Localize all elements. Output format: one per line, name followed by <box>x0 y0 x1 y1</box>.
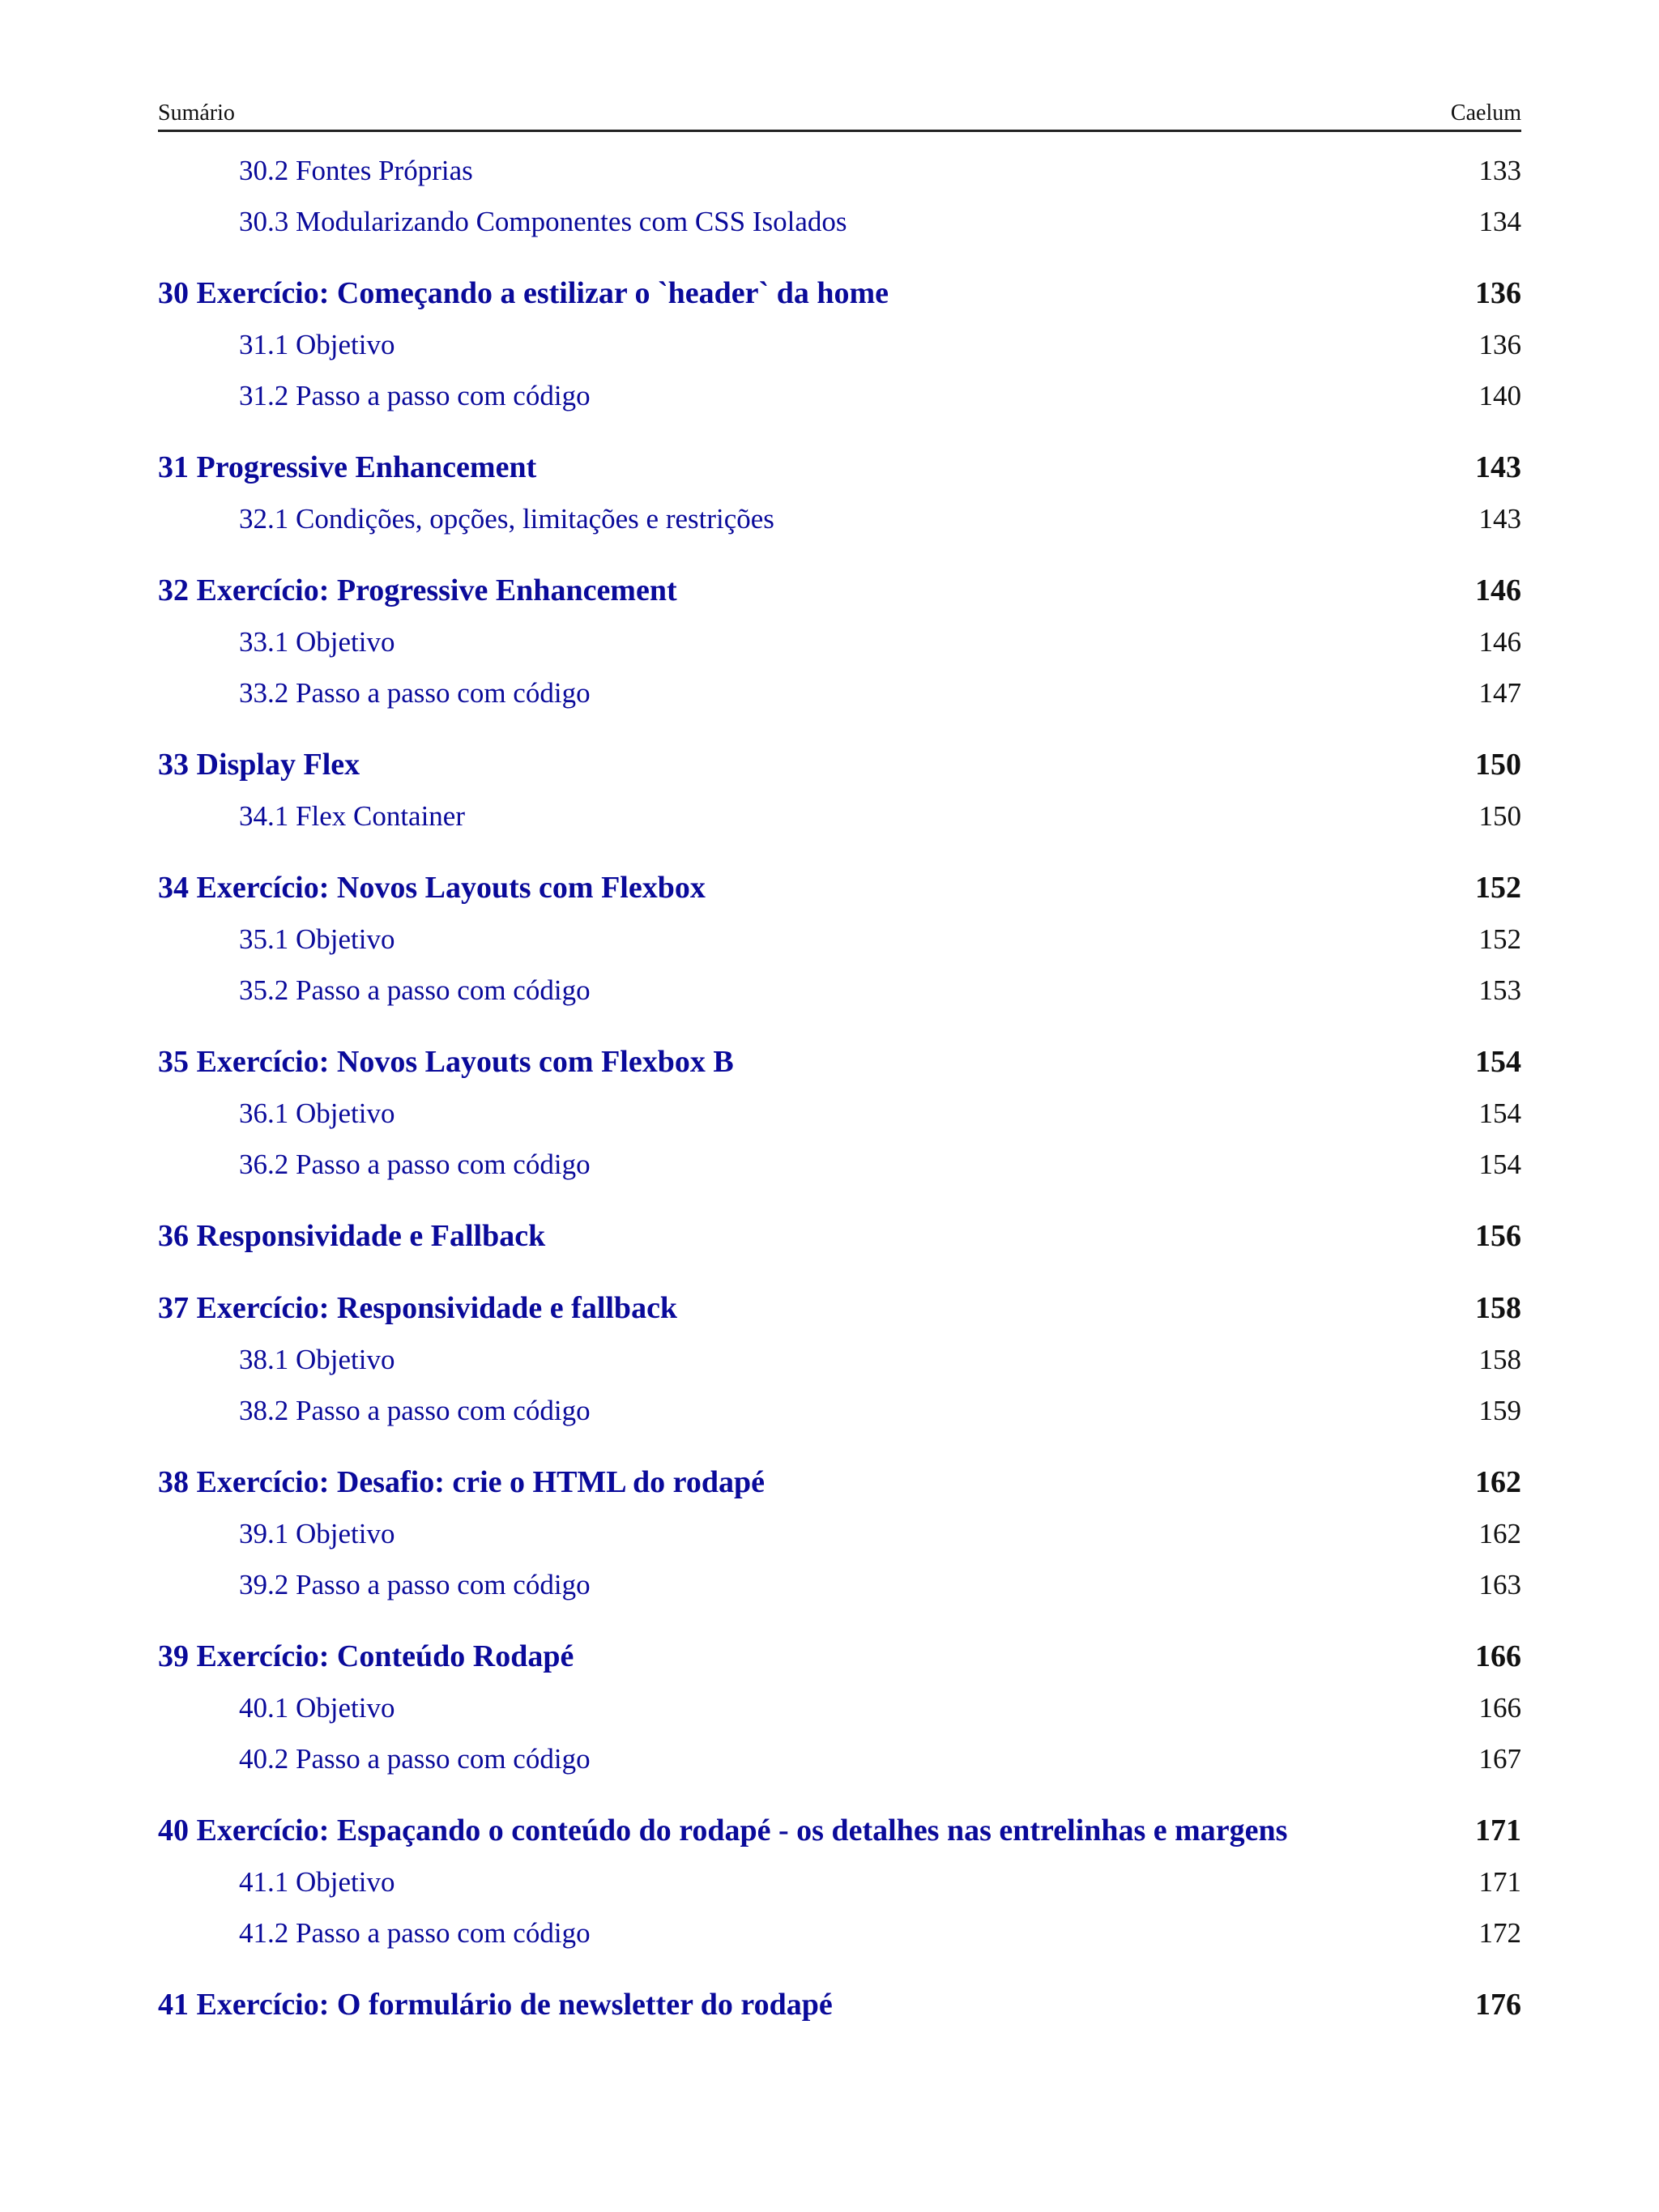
toc-entry-title: 39.1 Objetivo <box>239 1518 395 1549</box>
toc-entry-title: 36 Responsividade e Fallback <box>158 1219 546 1253</box>
toc-section-entry[interactable] <box>158 1508 1521 1559</box>
toc-entry-title: 40.1 Objetivo <box>239 1692 395 1724</box>
toc-entry-page-number: 143 <box>1475 450 1521 484</box>
toc-entry-page-number: 166 <box>1478 1692 1521 1724</box>
toc-entry-title: 35.1 Objetivo <box>239 923 395 955</box>
toc-section-entry[interactable] <box>158 145 1521 196</box>
toc-entry-page-number: 166 <box>1475 1639 1521 1673</box>
toc-entry-page-number: 153 <box>1478 974 1521 1006</box>
toc-entry-title: 39 Exercício: Conteúdo Rodapé <box>158 1639 574 1673</box>
toc-entry-page-number: 134 <box>1478 206 1521 237</box>
header-section-label: Sumário <box>158 100 235 126</box>
toc-entry-title: 34 Exercício: Novos Layouts com Flexbox <box>158 871 706 905</box>
toc-section-entry[interactable] <box>158 493 1521 544</box>
toc-entry-page-number: 150 <box>1478 800 1521 832</box>
toc-chapter-entry[interactable] <box>158 863 1521 914</box>
toc-entry-title: 33.1 Objetivo <box>239 626 395 658</box>
toc-entry-page-number: 172 <box>1478 1917 1521 1949</box>
toc-entry-title: 38.2 Passo a passo com código <box>239 1395 591 1426</box>
toc-entry-title: 31.2 Passo a passo com código <box>239 380 591 411</box>
toc-entry-page-number: 152 <box>1475 871 1521 905</box>
toc-entry-page-number: 146 <box>1475 573 1521 607</box>
toc-section-entry[interactable] <box>158 1682 1521 1733</box>
toc-entry-title: 41.2 Passo a passo com código <box>239 1917 591 1949</box>
toc-section-entry[interactable] <box>158 1733 1521 1784</box>
document-page <box>158 96 1521 2031</box>
toc-entry-page-number: 162 <box>1478 1518 1521 1549</box>
running-header <box>158 96 1521 132</box>
toc-chapter-entry[interactable] <box>158 1457 1521 1508</box>
toc-entry-page-number: 158 <box>1478 1344 1521 1375</box>
toc-entry-page-number: 154 <box>1478 1097 1521 1129</box>
toc-section-entry[interactable] <box>158 319 1521 370</box>
toc-entry-page-number: 176 <box>1475 1988 1521 2022</box>
toc-section-entry[interactable] <box>158 1139 1521 1190</box>
toc-entry-title: 41.1 Objetivo <box>239 1866 395 1898</box>
toc-entry-title: 32 Exercício: Progressive Enhancement <box>158 573 677 607</box>
toc-entry-title: 35.2 Passo a passo com código <box>239 974 591 1006</box>
toc-entry-page-number: 156 <box>1475 1219 1521 1253</box>
toc-section-entry[interactable] <box>158 370 1521 421</box>
toc-chapter-entry[interactable] <box>158 1980 1521 2031</box>
toc-section-entry[interactable] <box>158 1334 1521 1385</box>
toc-entry-page-number: 159 <box>1478 1395 1521 1426</box>
toc-chapter-entry[interactable] <box>158 739 1521 791</box>
toc-entry-title: 37 Exercício: Responsividade e fallback <box>158 1291 678 1325</box>
toc-section-entry[interactable] <box>158 1907 1521 1958</box>
toc-section-entry[interactable] <box>158 914 1521 965</box>
toc-section-entry[interactable] <box>158 1385 1521 1436</box>
toc-chapter-entry[interactable] <box>158 268 1521 319</box>
toc-entry-title: 34.1 Flex Container <box>239 800 465 832</box>
toc-entry-title: 31.1 Objetivo <box>239 329 395 360</box>
toc-entry-title: 33 Display Flex <box>158 748 360 782</box>
toc-entry-page-number: 146 <box>1478 626 1521 658</box>
toc-entry-title: 41 Exercício: O formulário de newsletter do rodapé <box>158 1988 833 2022</box>
toc-section-entry[interactable] <box>158 196 1521 247</box>
toc-section-entry[interactable] <box>158 667 1521 718</box>
toc-entry-title: 30.3 Modularizando Componentes com CSS Isolados <box>239 206 847 237</box>
toc-entry-title: 38.1 Objetivo <box>239 1344 395 1375</box>
toc-entry-title: 36.1 Objetivo <box>239 1097 395 1129</box>
toc-chapter-entry[interactable] <box>158 565 1521 616</box>
toc-section-entry[interactable] <box>158 965 1521 1016</box>
toc-section-entry[interactable] <box>158 1088 1521 1139</box>
toc-chapter-entry[interactable] <box>158 1037 1521 1088</box>
toc-entry-page-number: 152 <box>1478 923 1521 955</box>
toc-entry-title: 32.1 Condições, opções, limitações e restrições <box>239 503 774 535</box>
toc-entry-title: 40 Exercício: Espaçando o conteúdo do rodapé - os detalhes nas entrelinhas e margens <box>158 1813 1288 1848</box>
toc-chapter-entry[interactable] <box>158 1283 1521 1334</box>
toc-entry-title: 40.2 Passo a passo com código <box>239 1743 591 1775</box>
toc-entry-title: 35 Exercício: Novos Layouts com Flexbox B <box>158 1045 734 1079</box>
toc-entry-page-number: 167 <box>1478 1743 1521 1775</box>
toc-entry-page-number: 154 <box>1478 1149 1521 1180</box>
toc-entry-title: 36.2 Passo a passo com código <box>239 1149 591 1180</box>
toc-entry-page-number: 171 <box>1478 1866 1521 1898</box>
header-publisher-label: Caelum <box>1450 100 1521 126</box>
toc-entry-page-number: 154 <box>1475 1045 1521 1079</box>
toc-entry-title: 39.2 Passo a passo com código <box>239 1569 591 1600</box>
toc-entry-page-number: 163 <box>1478 1569 1521 1600</box>
table-of-contents <box>158 145 1521 2031</box>
toc-entry-title: 31 Progressive Enhancement <box>158 450 537 484</box>
toc-entry-title: 30.2 Fontes Próprias <box>239 155 473 186</box>
toc-entry-page-number: 136 <box>1478 329 1521 360</box>
toc-chapter-entry[interactable] <box>158 1805 1521 1856</box>
toc-entry-page-number: 140 <box>1478 380 1521 411</box>
toc-section-entry[interactable] <box>158 791 1521 842</box>
toc-entry-title: 38 Exercício: Desafio: crie o HTML do rodapé <box>158 1465 765 1499</box>
toc-section-entry[interactable] <box>158 1559 1521 1610</box>
toc-chapter-entry[interactable] <box>158 1631 1521 1682</box>
toc-entry-page-number: 171 <box>1475 1813 1521 1848</box>
toc-entry-page-number: 143 <box>1478 503 1521 535</box>
toc-entry-page-number: 136 <box>1475 276 1521 310</box>
toc-section-entry[interactable] <box>158 616 1521 667</box>
toc-entry-page-number: 150 <box>1475 748 1521 782</box>
toc-entry-title: 30 Exercício: Começando a estilizar o `header` da home <box>158 276 889 310</box>
toc-chapter-entry[interactable] <box>158 442 1521 493</box>
toc-section-entry[interactable] <box>158 1856 1521 1907</box>
toc-entry-page-number: 133 <box>1478 155 1521 186</box>
toc-chapter-entry[interactable] <box>158 1211 1521 1262</box>
toc-entry-page-number: 158 <box>1475 1291 1521 1325</box>
toc-entry-page-number: 162 <box>1475 1465 1521 1499</box>
toc-entry-page-number: 147 <box>1478 677 1521 709</box>
toc-entry-title: 33.2 Passo a passo com código <box>239 677 591 709</box>
